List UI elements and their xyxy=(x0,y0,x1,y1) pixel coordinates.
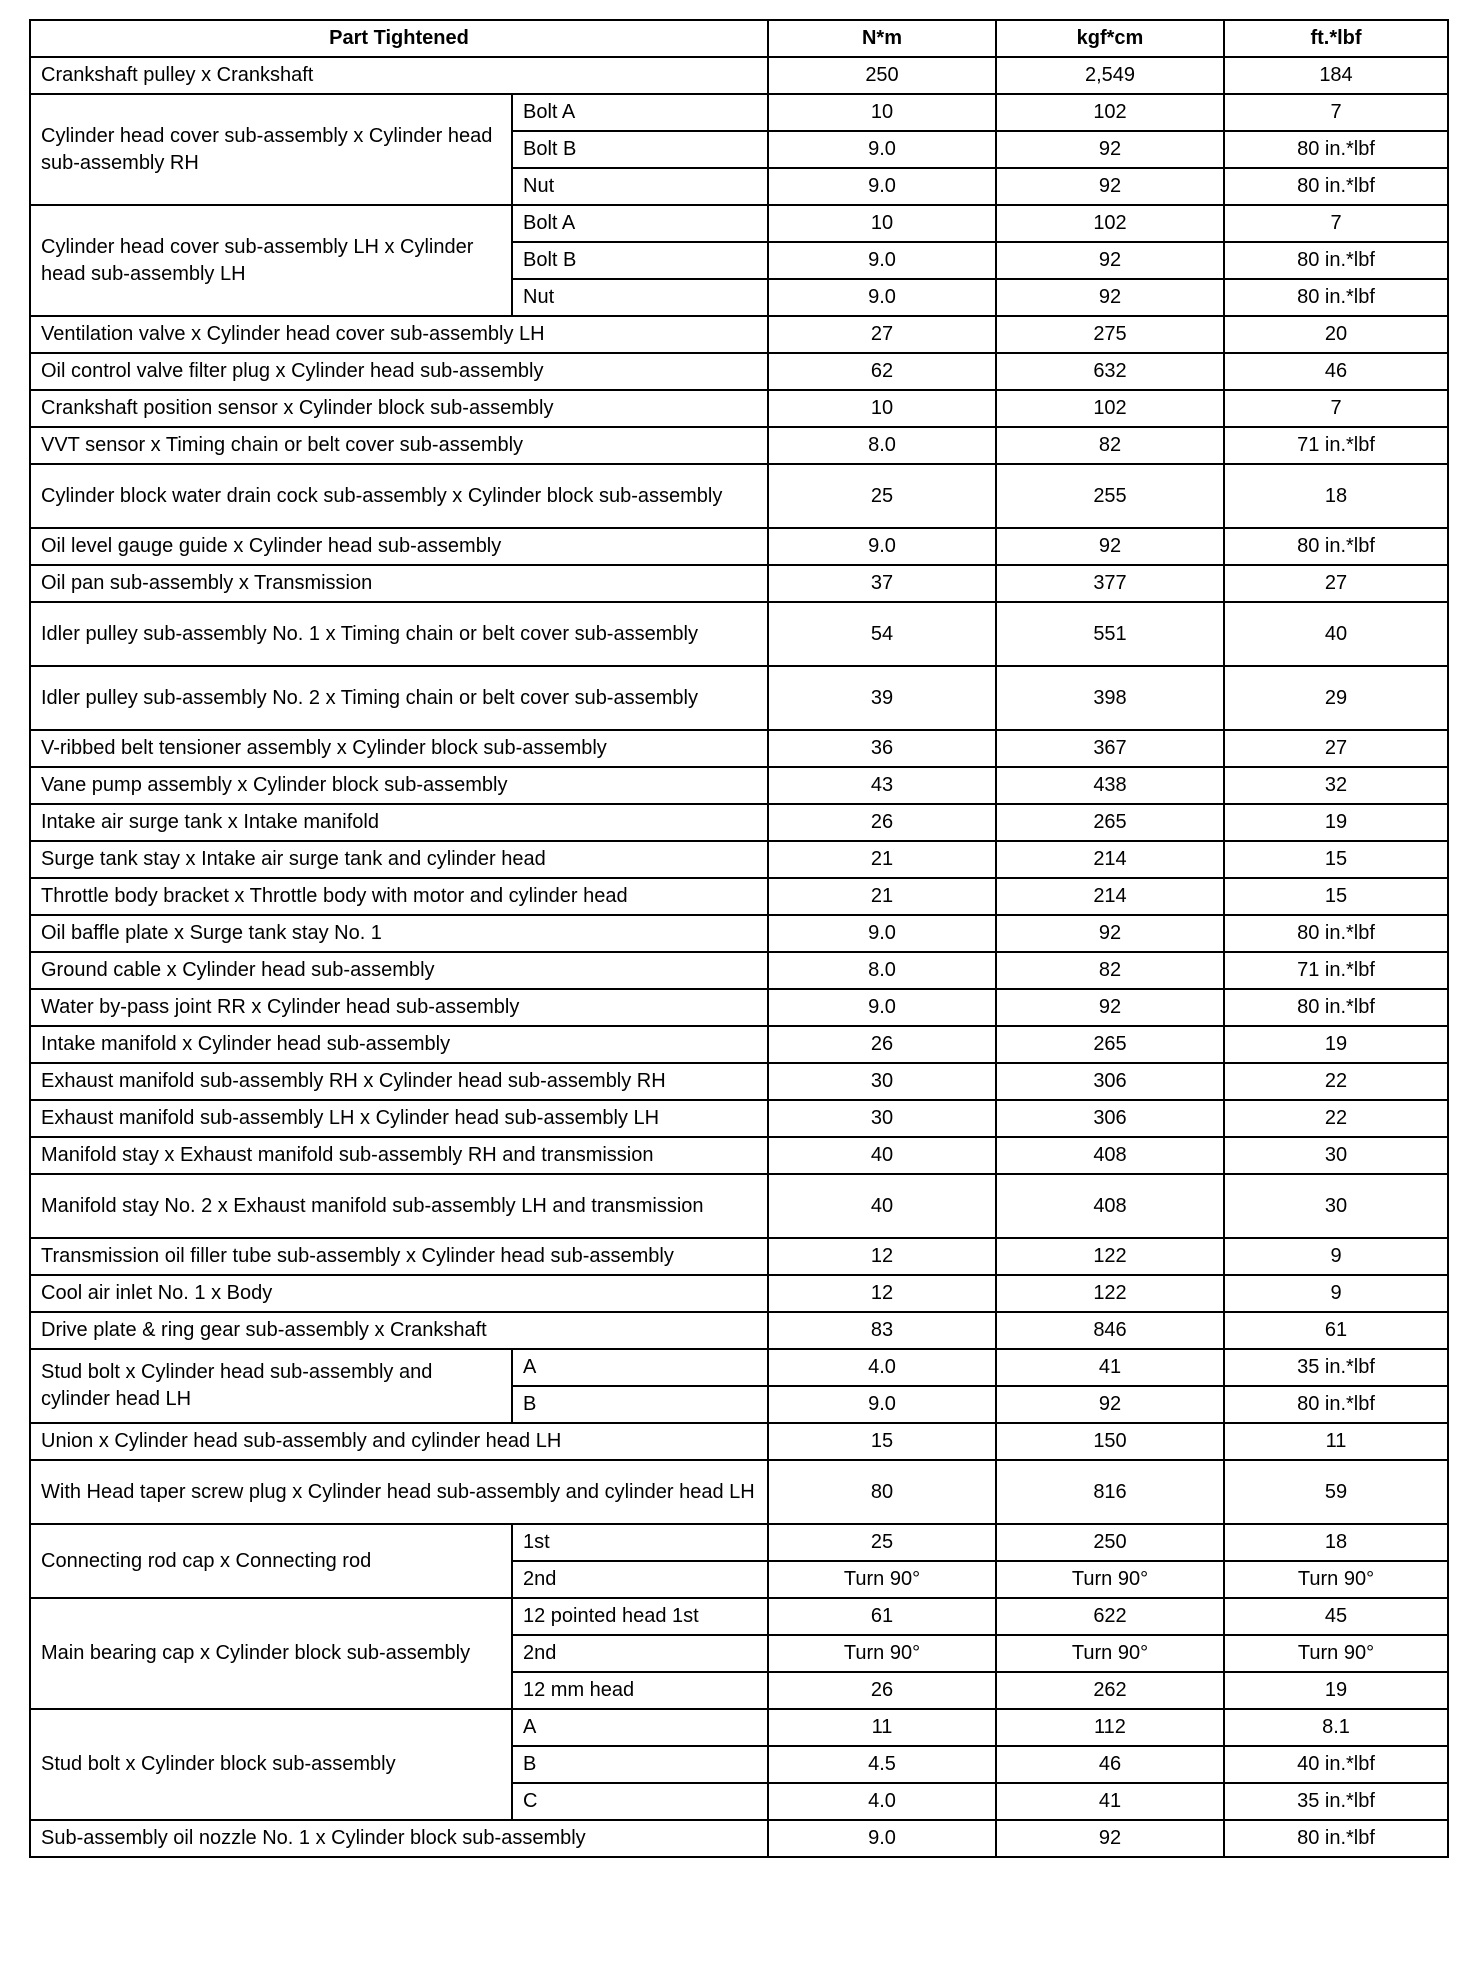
part-name: Union x Cylinder head sub-assembly and cylinder head LH xyxy=(30,1423,768,1460)
table-row xyxy=(30,1174,1448,1238)
nm-value: 26 xyxy=(768,804,996,841)
table-row xyxy=(30,602,1448,666)
header-kgfcm: kgf*cm xyxy=(996,20,1224,57)
table-row xyxy=(30,316,1448,353)
table-row xyxy=(30,730,1448,767)
sub-part-label: 2nd xyxy=(512,1561,768,1598)
ftlbf-value: 80 in.*lbf xyxy=(1224,131,1448,168)
nm-value: Turn 90° xyxy=(768,1635,996,1672)
kgfcm-value: 408 xyxy=(996,1174,1224,1238)
nm-value: 9.0 xyxy=(768,528,996,565)
ftlbf-value: 11 xyxy=(1224,1423,1448,1460)
table-row xyxy=(30,1100,1448,1137)
part-name: Cylinder head cover sub-assembly x Cylinder head sub-assembly RH xyxy=(30,94,512,205)
table-row xyxy=(30,427,1448,464)
ftlbf-value: 8.1 xyxy=(1224,1709,1448,1746)
kgfcm-value: 367 xyxy=(996,730,1224,767)
nm-value: 15 xyxy=(768,1423,996,1460)
nm-value: 8.0 xyxy=(768,427,996,464)
ftlbf-value: 9 xyxy=(1224,1275,1448,1312)
nm-value: 25 xyxy=(768,1524,996,1561)
table-row xyxy=(30,666,1448,730)
ftlbf-value: 19 xyxy=(1224,804,1448,841)
table-row xyxy=(30,1460,1448,1524)
part-name: Oil control valve filter plug x Cylinder head sub-assembly xyxy=(30,353,768,390)
part-name: Ventilation valve x Cylinder head cover sub-assembly LH xyxy=(30,316,768,353)
kgfcm-value: 92 xyxy=(996,168,1224,205)
sub-part-label: A xyxy=(512,1709,768,1746)
nm-value: 4.0 xyxy=(768,1349,996,1386)
nm-value: 9.0 xyxy=(768,1820,996,1857)
part-name: Ground cable x Cylinder head sub-assembly xyxy=(30,952,768,989)
ftlbf-value: 35 in.*lbf xyxy=(1224,1783,1448,1820)
part-name: VVT sensor x Timing chain or belt cover sub-assembly xyxy=(30,427,768,464)
table-row xyxy=(30,1137,1448,1174)
ftlbf-value: 80 in.*lbf xyxy=(1224,168,1448,205)
part-name: Throttle body bracket x Throttle body with motor and cylinder head xyxy=(30,878,768,915)
table-row xyxy=(30,1820,1448,1857)
part-name: Manifold stay x Exhaust manifold sub-assembly RH and transmission xyxy=(30,1137,768,1174)
kgfcm-value: 2,549 xyxy=(996,57,1224,94)
ftlbf-value: 22 xyxy=(1224,1100,1448,1137)
kgfcm-value: 255 xyxy=(996,464,1224,528)
ftlbf-value: 7 xyxy=(1224,390,1448,427)
ftlbf-value: 18 xyxy=(1224,1524,1448,1561)
part-name: Stud bolt x Cylinder block sub-assembly xyxy=(30,1709,512,1820)
ftlbf-value: 27 xyxy=(1224,565,1448,602)
nm-value: 80 xyxy=(768,1460,996,1524)
ftlbf-value: 80 in.*lbf xyxy=(1224,915,1448,952)
part-name: Oil baffle plate x Surge tank stay No. 1 xyxy=(30,915,768,952)
sub-part-label: Bolt A xyxy=(512,205,768,242)
nm-value: 21 xyxy=(768,878,996,915)
kgfcm-value: 150 xyxy=(996,1423,1224,1460)
sub-part-label: Nut xyxy=(512,279,768,316)
nm-value: 8.0 xyxy=(768,952,996,989)
kgfcm-value: Turn 90° xyxy=(996,1561,1224,1598)
ftlbf-value: 40 in.*lbf xyxy=(1224,1746,1448,1783)
ftlbf-value: 30 xyxy=(1224,1174,1448,1238)
nm-value: 11 xyxy=(768,1709,996,1746)
kgfcm-value: 408 xyxy=(996,1137,1224,1174)
nm-value: 62 xyxy=(768,353,996,390)
sub-part-label: Nut xyxy=(512,168,768,205)
header-ftlbf: ft.*lbf xyxy=(1224,20,1448,57)
part-name: Stud bolt x Cylinder head sub-assembly and cylinder head LH xyxy=(30,1349,512,1423)
kgfcm-value: 551 xyxy=(996,602,1224,666)
nm-value: 9.0 xyxy=(768,242,996,279)
sub-part-label: B xyxy=(512,1746,768,1783)
part-name: Sub-assembly oil nozzle No. 1 x Cylinder block sub-assembly xyxy=(30,1820,768,1857)
kgfcm-value: 92 xyxy=(996,1386,1224,1423)
ftlbf-value: 184 xyxy=(1224,57,1448,94)
table-row xyxy=(30,1349,1448,1386)
table-row xyxy=(30,528,1448,565)
nm-value: 30 xyxy=(768,1100,996,1137)
nm-value: 10 xyxy=(768,205,996,242)
kgfcm-value: 122 xyxy=(996,1275,1224,1312)
ftlbf-value: 80 in.*lbf xyxy=(1224,989,1448,1026)
table-row xyxy=(30,464,1448,528)
nm-value: 9.0 xyxy=(768,1386,996,1423)
nm-value: 61 xyxy=(768,1598,996,1635)
nm-value: 26 xyxy=(768,1026,996,1063)
torque-specification-table xyxy=(29,19,1449,1858)
kgfcm-value: 262 xyxy=(996,1672,1224,1709)
ftlbf-value: 7 xyxy=(1224,94,1448,131)
table-row xyxy=(30,915,1448,952)
ftlbf-value: Turn 90° xyxy=(1224,1635,1448,1672)
kgfcm-value: 306 xyxy=(996,1063,1224,1100)
nm-value: 9.0 xyxy=(768,915,996,952)
ftlbf-value: 80 in.*lbf xyxy=(1224,1820,1448,1857)
kgfcm-value: 275 xyxy=(996,316,1224,353)
kgfcm-value: 102 xyxy=(996,205,1224,242)
nm-value: 83 xyxy=(768,1312,996,1349)
nm-value: 4.5 xyxy=(768,1746,996,1783)
nm-value: 10 xyxy=(768,94,996,131)
ftlbf-value: 19 xyxy=(1224,1026,1448,1063)
kgfcm-value: 102 xyxy=(996,390,1224,427)
kgfcm-value: 46 xyxy=(996,1746,1224,1783)
sub-part-label: 1st xyxy=(512,1524,768,1561)
sub-part-label: B xyxy=(512,1386,768,1423)
table-row xyxy=(30,804,1448,841)
kgfcm-value: 82 xyxy=(996,427,1224,464)
kgfcm-value: 92 xyxy=(996,528,1224,565)
kgfcm-value: 306 xyxy=(996,1100,1224,1137)
kgfcm-value: 632 xyxy=(996,353,1224,390)
ftlbf-value: 71 in.*lbf xyxy=(1224,427,1448,464)
table-row xyxy=(30,565,1448,602)
ftlbf-value: 20 xyxy=(1224,316,1448,353)
sub-part-label: Bolt B xyxy=(512,131,768,168)
ftlbf-value: 9 xyxy=(1224,1238,1448,1275)
part-name: Surge tank stay x Intake air surge tank and cylinder head xyxy=(30,841,768,878)
table-row xyxy=(30,1238,1448,1275)
table-row xyxy=(30,390,1448,427)
ftlbf-value: 27 xyxy=(1224,730,1448,767)
part-name: Manifold stay No. 2 x Exhaust manifold sub-assembly LH and transmission xyxy=(30,1174,768,1238)
table-row xyxy=(30,952,1448,989)
table-body xyxy=(30,57,1448,1857)
part-name: Idler pulley sub-assembly No. 1 x Timing chain or belt cover sub-assembly xyxy=(30,602,768,666)
nm-value: 43 xyxy=(768,767,996,804)
ftlbf-value: 15 xyxy=(1224,878,1448,915)
ftlbf-value: 22 xyxy=(1224,1063,1448,1100)
table-row xyxy=(30,1709,1448,1746)
kgfcm-value: 92 xyxy=(996,915,1224,952)
part-name: Connecting rod cap x Connecting rod xyxy=(30,1524,512,1598)
part-name: Crankshaft pulley x Crankshaft xyxy=(30,57,768,94)
kgfcm-value: 377 xyxy=(996,565,1224,602)
ftlbf-value: 71 in.*lbf xyxy=(1224,952,1448,989)
nm-value: 21 xyxy=(768,841,996,878)
nm-value: 9.0 xyxy=(768,168,996,205)
sub-part-label: Bolt B xyxy=(512,242,768,279)
kgfcm-value: 102 xyxy=(996,94,1224,131)
nm-value: 12 xyxy=(768,1275,996,1312)
header-part-tightened: Part Tightened xyxy=(30,20,768,57)
table-row xyxy=(30,1026,1448,1063)
nm-value: 26 xyxy=(768,1672,996,1709)
part-name: Cylinder block water drain cock sub-assembly x Cylinder block sub-assembly xyxy=(30,464,768,528)
part-name: Cool air inlet No. 1 x Body xyxy=(30,1275,768,1312)
nm-value: 9.0 xyxy=(768,279,996,316)
part-name: Idler pulley sub-assembly No. 2 x Timing chain or belt cover sub-assembly xyxy=(30,666,768,730)
kgfcm-value: 214 xyxy=(996,878,1224,915)
nm-value: 39 xyxy=(768,666,996,730)
ftlbf-value: 15 xyxy=(1224,841,1448,878)
sub-part-label: 12 pointed head 1st xyxy=(512,1598,768,1635)
kgfcm-value: 92 xyxy=(996,1820,1224,1857)
nm-value: 12 xyxy=(768,1238,996,1275)
ftlbf-value: 46 xyxy=(1224,353,1448,390)
nm-value: 9.0 xyxy=(768,989,996,1026)
part-name: Intake manifold x Cylinder head sub-assembly xyxy=(30,1026,768,1063)
table-row xyxy=(30,1312,1448,1349)
kgfcm-value: Turn 90° xyxy=(996,1635,1224,1672)
sub-part-label: 2nd xyxy=(512,1635,768,1672)
table-row xyxy=(30,94,1448,131)
part-name: Cylinder head cover sub-assembly LH x Cylinder head sub-assembly LH xyxy=(30,205,512,316)
header-nm: N*m xyxy=(768,20,996,57)
nm-value: 10 xyxy=(768,390,996,427)
nm-value: 9.0 xyxy=(768,131,996,168)
kgfcm-value: 41 xyxy=(996,1783,1224,1820)
kgfcm-value: 438 xyxy=(996,767,1224,804)
table-row xyxy=(30,1275,1448,1312)
nm-value: 40 xyxy=(768,1174,996,1238)
table-row xyxy=(30,767,1448,804)
nm-value: 4.0 xyxy=(768,1783,996,1820)
table-row xyxy=(30,841,1448,878)
part-name: Exhaust manifold sub-assembly RH x Cylinder head sub-assembly RH xyxy=(30,1063,768,1100)
kgfcm-value: 398 xyxy=(996,666,1224,730)
nm-value: 54 xyxy=(768,602,996,666)
table-row xyxy=(30,1423,1448,1460)
kgfcm-value: 122 xyxy=(996,1238,1224,1275)
ftlbf-value: 7 xyxy=(1224,205,1448,242)
nm-value: 250 xyxy=(768,57,996,94)
sub-part-label: Bolt A xyxy=(512,94,768,131)
kgfcm-value: 265 xyxy=(996,804,1224,841)
table-row xyxy=(30,353,1448,390)
table-row xyxy=(30,1063,1448,1100)
sub-part-label: A xyxy=(512,1349,768,1386)
kgfcm-value: 265 xyxy=(996,1026,1224,1063)
ftlbf-value: 45 xyxy=(1224,1598,1448,1635)
ftlbf-value: 18 xyxy=(1224,464,1448,528)
sub-part-label: 12 mm head xyxy=(512,1672,768,1709)
ftlbf-value: 80 in.*lbf xyxy=(1224,279,1448,316)
kgfcm-value: 214 xyxy=(996,841,1224,878)
ftlbf-value: 32 xyxy=(1224,767,1448,804)
nm-value: 37 xyxy=(768,565,996,602)
kgfcm-value: 816 xyxy=(996,1460,1224,1524)
ftlbf-value: 19 xyxy=(1224,1672,1448,1709)
kgfcm-value: 92 xyxy=(996,242,1224,279)
table-row xyxy=(30,1524,1448,1561)
part-name: V-ribbed belt tensioner assembly x Cylinder block sub-assembly xyxy=(30,730,768,767)
nm-value: 36 xyxy=(768,730,996,767)
ftlbf-value: 59 xyxy=(1224,1460,1448,1524)
ftlbf-value: Turn 90° xyxy=(1224,1561,1448,1598)
part-name: Oil pan sub-assembly x Transmission xyxy=(30,565,768,602)
part-name: Oil level gauge guide x Cylinder head sub-assembly xyxy=(30,528,768,565)
sub-part-label: C xyxy=(512,1783,768,1820)
part-name: Drive plate & ring gear sub-assembly x Crankshaft xyxy=(30,1312,768,1349)
table-row xyxy=(30,1598,1448,1635)
nm-value: 30 xyxy=(768,1063,996,1100)
ftlbf-value: 61 xyxy=(1224,1312,1448,1349)
table-row xyxy=(30,57,1448,94)
nm-value: 25 xyxy=(768,464,996,528)
kgfcm-value: 112 xyxy=(996,1709,1224,1746)
kgfcm-value: 846 xyxy=(996,1312,1224,1349)
ftlbf-value: 80 in.*lbf xyxy=(1224,242,1448,279)
kgfcm-value: 92 xyxy=(996,989,1224,1026)
ftlbf-value: 40 xyxy=(1224,602,1448,666)
part-name: Water by-pass joint RR x Cylinder head sub-assembly xyxy=(30,989,768,1026)
nm-value: 27 xyxy=(768,316,996,353)
part-name: Transmission oil filler tube sub-assembly x Cylinder head sub-assembly xyxy=(30,1238,768,1275)
kgfcm-value: 92 xyxy=(996,131,1224,168)
nm-value: 40 xyxy=(768,1137,996,1174)
table-row xyxy=(30,989,1448,1026)
ftlbf-value: 35 in.*lbf xyxy=(1224,1349,1448,1386)
table-row xyxy=(30,205,1448,242)
table-row xyxy=(30,878,1448,915)
ftlbf-value: 80 in.*lbf xyxy=(1224,1386,1448,1423)
kgfcm-value: 250 xyxy=(996,1524,1224,1561)
ftlbf-value: 29 xyxy=(1224,666,1448,730)
part-name: Crankshaft position sensor x Cylinder block sub-assembly xyxy=(30,390,768,427)
ftlbf-value: 30 xyxy=(1224,1137,1448,1174)
part-name: Vane pump assembly x Cylinder block sub-assembly xyxy=(30,767,768,804)
ftlbf-value: 80 in.*lbf xyxy=(1224,528,1448,565)
nm-value: Turn 90° xyxy=(768,1561,996,1598)
part-name: Exhaust manifold sub-assembly LH x Cylinder head sub-assembly LH xyxy=(30,1100,768,1137)
kgfcm-value: 41 xyxy=(996,1349,1224,1386)
part-name: With Head taper screw plug x Cylinder head sub-assembly and cylinder head LH xyxy=(30,1460,768,1524)
kgfcm-value: 82 xyxy=(996,952,1224,989)
kgfcm-value: 92 xyxy=(996,279,1224,316)
table-header-row xyxy=(30,20,1448,57)
part-name: Intake air surge tank x Intake manifold xyxy=(30,804,768,841)
part-name: Main bearing cap x Cylinder block sub-assembly xyxy=(30,1598,512,1709)
kgfcm-value: 622 xyxy=(996,1598,1224,1635)
